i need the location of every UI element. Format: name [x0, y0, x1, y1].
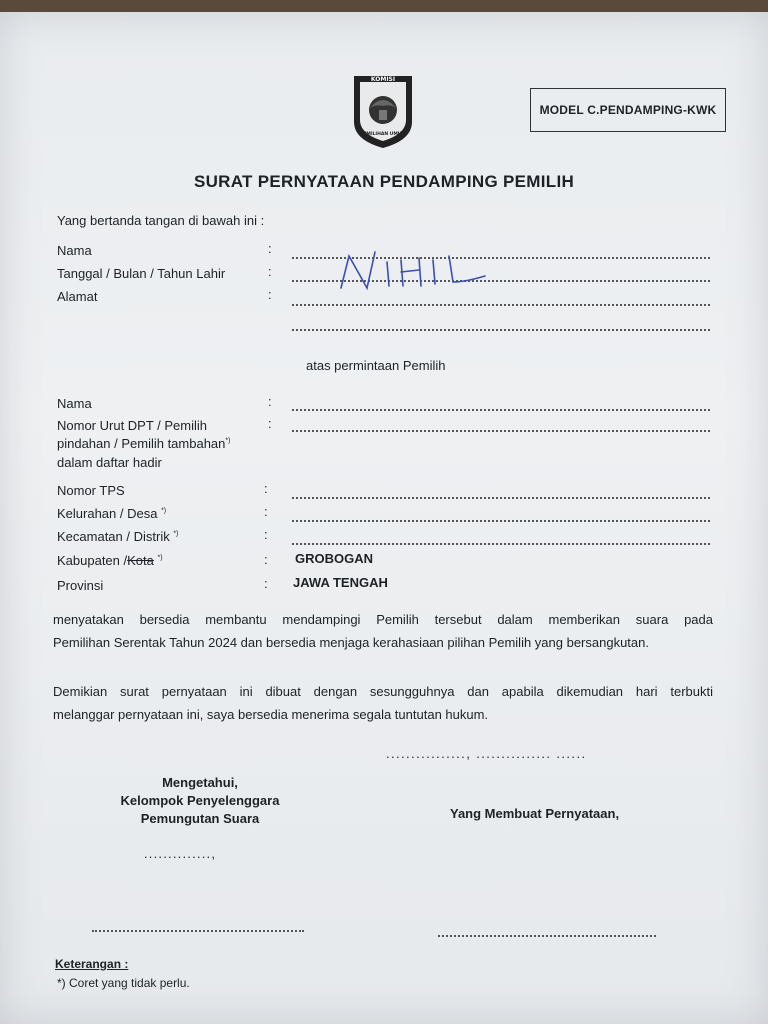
pemilih-prov-label: Provinsi: [57, 578, 104, 593]
colon: :: [268, 416, 272, 431]
colon: :: [268, 394, 272, 409]
statement-line-1: menyatakan bersedia membantu mendampingi Pemilih tersebut dalam memberikan suara pada: [53, 612, 713, 627]
colon: :: [264, 576, 268, 591]
pendamping-alamat-field-2[interactable]: [292, 329, 710, 331]
keterangan-title: Keterangan :: [55, 957, 129, 971]
pemilih-kel-field[interactable]: [292, 520, 710, 522]
pemilih-kab-value: GROBOGAN: [295, 551, 373, 566]
pemilih-kab-label: Kabupaten /Kota *): [57, 553, 163, 568]
colon: :: [268, 241, 272, 256]
pemilih-kec-label: Kecamatan / Distrik *): [57, 529, 179, 544]
colon: :: [264, 504, 268, 519]
model-code-box: [530, 88, 726, 132]
closing-line-1: Demikian surat pernyataan ini dibuat dengan sesungguhnya dan apabila dikemudian hari terbukti: [53, 684, 713, 699]
date-place-field[interactable]: ................, ............... ......: [386, 746, 587, 761]
colon: :: [264, 552, 268, 567]
colon: :: [268, 264, 272, 279]
left-signature-line-1: Mengetahui,: [162, 775, 238, 790]
right-signature-title: Yang Membuat Pernyataan,: [450, 806, 620, 821]
closing-paragraph: [53, 680, 713, 726]
intro-text: Yang bertanda tangan di bawah ini :: [57, 213, 265, 228]
left-signature-subline: ..............,: [144, 846, 217, 861]
pemilih-tps-field[interactable]: [292, 497, 710, 499]
handwritten-nihil-icon: [335, 248, 495, 294]
pemilih-kel-label: Kelurahan / Desa *): [57, 506, 167, 521]
colon: :: [268, 287, 272, 302]
atas-permintaan-text: atas permintaan Pemilih: [306, 358, 446, 373]
pemilih-prov-value: JAWA TENGAH: [293, 575, 388, 590]
statement-line-2: Pemilihan Serentak Tahun 2024 dan bersedia menjaga kerahasiaan pilihan Pemilih yang bersangkutan.: [53, 635, 649, 650]
pemilih-dpt-label-3: dalam daftar hadir: [57, 455, 162, 470]
left-signature-line-3: Pemungutan Suara: [140, 811, 260, 826]
svg-text:KOMISI: KOMISI: [370, 76, 396, 83]
pemilih-dpt-label-2: pindahan / Pemilih tambahan*): [57, 436, 231, 451]
pendamping-nama-label: Nama: [57, 243, 92, 258]
keterangan-note: *) Coret yang tidak perlu.: [57, 976, 190, 990]
left-signature-name-field[interactable]: [92, 930, 304, 932]
colon: :: [264, 481, 268, 496]
pendamping-alamat-label: Alamat: [57, 289, 98, 304]
pendamping-ttl-label: Tanggal / Bulan / Tahun Lahir: [57, 266, 226, 281]
closing-line-2: melanggar pernyataan ini, saya bersedia menerima segala tuntutan hukum.: [53, 707, 489, 722]
kpu-logo-icon: [348, 70, 418, 150]
left-signature-line-2: Kelompok Penyelenggara: [120, 793, 280, 808]
pemilih-nama-field[interactable]: [292, 409, 710, 411]
statement-paragraph: [53, 608, 713, 654]
pemilih-nama-label: Nama: [57, 396, 92, 411]
svg-text:PEMILIHAN UMUM: PEMILIHAN UMUM: [360, 132, 406, 137]
pemilih-tps-label: Nomor TPS: [57, 483, 125, 498]
left-signature-block: [100, 774, 300, 828]
model-code: MODEL C.PENDAMPING-KWK: [539, 103, 717, 117]
pendamping-alamat-field-1[interactable]: [292, 304, 710, 306]
document-title: SURAT PERNYATAAN PENDAMPING PEMILIH: [193, 172, 575, 191]
right-signature-name-field[interactable]: [438, 935, 656, 937]
pemilih-dpt-field[interactable]: [292, 430, 710, 432]
pemilih-dpt-label-1: Nomor Urut DPT / Pemilih: [57, 418, 208, 433]
document-page: [0, 12, 768, 1024]
pemilih-kec-field[interactable]: [292, 543, 710, 545]
colon: :: [264, 527, 268, 542]
